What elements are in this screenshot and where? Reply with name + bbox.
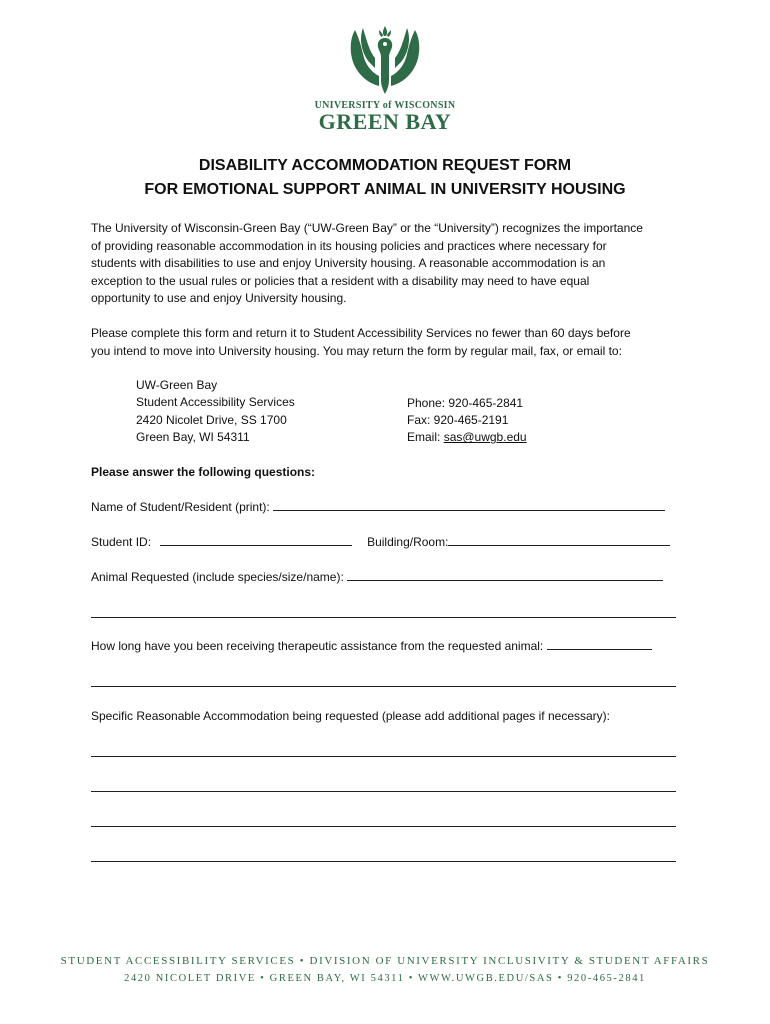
intro-line: of providing reasonable accommodation in its housing policies and practices where necessary for [91,238,607,253]
building-room-label: Building/Room: [367,535,449,549]
intro-line: Please complete this form and return it to Student Accessibility Services no fewer than 60 days before [91,326,631,340]
accommodation-question: Specific Reasonable Accommodation being requested (please add additional pages if necessary): [91,709,610,723]
contact-info [407,395,527,447]
email-line [407,429,527,446]
accommodation-field-line[interactable] [91,826,676,827]
name-field[interactable] [273,499,665,511]
animal-question [91,569,663,585]
id-building-question [91,534,670,550]
student-id-label: Student ID: [91,535,155,549]
intro-line: The University of Wisconsin-Green Bay (“UW-Green Bay” or the “University”) recognizes the importance [91,221,643,235]
intro-line: exception to the usual rules or policies that a resident with a disability may need to have equal [91,273,590,288]
intro-paragraph-1 [91,220,686,308]
logo-university-text: UNIVERSITY of WISCONSIN [314,100,456,111]
therapeutic-field[interactable] [547,638,652,650]
questions-heading: Please answer the following questions: [91,465,316,479]
animal-field-continued[interactable] [91,617,676,618]
accommodation-field-line[interactable] [91,791,676,792]
phoenix-icon [345,24,425,96]
intro-line: students with disabilities to use and enjoy University housing. A reasonable accommodation is an [91,256,606,271]
footer-line-2: 2420 NICOLET DRIVE • GREEN BAY, WI 54311 • WWW.UWGB.EDU/SAS • 920-465-2841 [124,973,646,984]
logo-campus-text: GREEN BAY [318,109,452,134]
therapeutic-field-continued[interactable] [91,686,676,687]
student-id-field[interactable] [160,534,352,546]
form-title [0,154,770,202]
therapeutic-label: How long have you been receiving therapeutic assistance from the requested animal: [91,639,547,653]
uwgb-logo [300,24,470,133]
name-question [91,499,665,515]
building-room-field[interactable] [448,534,670,546]
phone-number: Phone: 920-465-2841 [407,395,524,410]
accommodation-field-line[interactable] [91,861,676,862]
email-label: Email: [407,430,444,445]
address-line: UW-Green Bay [136,378,218,392]
footer-line-1: STUDENT ACCESSIBILITY SERVICES • DIVISION OF UNIVERSITY INCLUSIVITY & STUDENT AFFAIRS [60,955,710,967]
intro-line: you intend to move into University housing. You may return the form by regular mail, fax, or email to: [91,343,622,358]
form-title-line-1: DISABILITY ACCOMMODATION REQUEST FORM [198,157,572,174]
intro-line: opportunity to use and enjoy University housing. [91,291,347,306]
intro-paragraph-2 [91,325,686,360]
mailing-address [136,377,295,447]
form-title-line-2: FOR EMOTIONAL SUPPORT ANIMAL IN UNIVERSITY HOUSING [144,181,626,198]
fax-number: Fax: 920-465-2191 [407,412,509,427]
accommodation-field-line[interactable] [91,756,676,757]
email-link[interactable]: sas@uwgb.edu [443,430,527,445]
address-line: 2420 Nicolet Drive, SS 1700 [136,412,287,427]
address-line: Student Accessibility Services [136,395,295,410]
address-line: Green Bay, WI 54311 [136,430,250,445]
therapeutic-question [91,638,652,654]
animal-field[interactable] [347,569,663,581]
animal-label: Animal Requested (include species/size/name): [91,570,348,584]
name-label: Name of Student/Resident (print): [91,500,274,514]
